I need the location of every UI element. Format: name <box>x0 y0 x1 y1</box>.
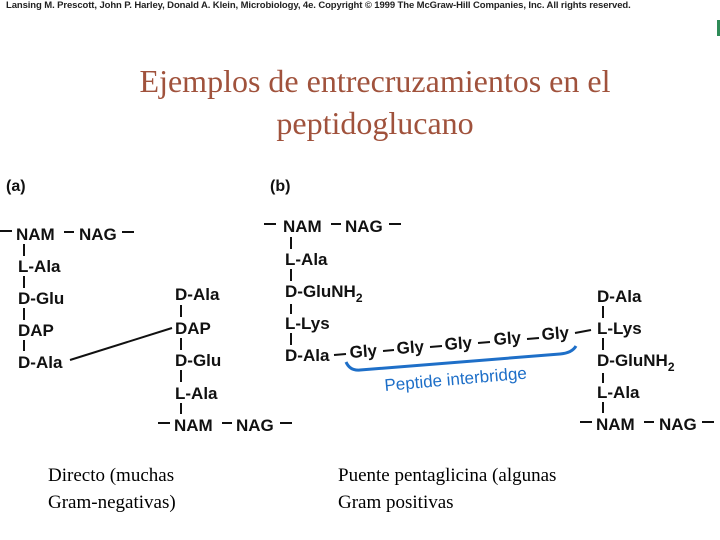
bridge-gly-3: Gly <box>443 333 473 354</box>
panel-b-right-res3 <box>597 351 675 374</box>
panel-a-right-nag: NAG <box>236 416 274 435</box>
slide-title <box>60 60 690 144</box>
caption-direct-line-2: Gram-negativas) <box>48 492 176 513</box>
bridge-gly-2: Gly <box>395 337 425 358</box>
bridge-gly-1: Gly <box>348 341 378 362</box>
caption-pentaglycine <box>338 462 556 516</box>
panel-b-left-res2-text: D-GluNH <box>285 282 356 301</box>
panel-a-left-res1: L-Ala <box>18 257 61 276</box>
caption-direct <box>48 462 176 516</box>
panel-b-left-res2 <box>285 282 363 305</box>
copyright-notice: Lansing M. Prescott, John P. Harley, Donald A. Klein, Microbiology, 4e. Copyright © 1999 The McGraw-Hill Companies, Inc. All rights reserved. <box>6 0 631 11</box>
slide-title-line-1: Ejemplos de entrecruzamientos en el <box>139 63 611 99</box>
panel-b-right-res3-subscript: 2 <box>667 360 675 374</box>
panel-a-label: (a) <box>6 178 26 195</box>
panel-b-right-nam: NAM <box>596 415 635 434</box>
bridge-gly-4: Gly <box>492 328 522 349</box>
panel-a-right-res3: D-Glu <box>175 351 222 370</box>
panel-b-left-res1: L-Ala <box>285 250 328 269</box>
panel-a-right-nam: NAM <box>174 416 213 435</box>
caption-direct-line-1: Directo (muchas <box>48 465 175 486</box>
panel-a-left-res4: D-Ala <box>18 353 63 372</box>
slide-title-line-2: peptidoglucano <box>276 105 474 141</box>
panel-a-right-res4: L-Ala <box>175 384 218 403</box>
panel-a-left-res2: D-Glu <box>18 289 65 308</box>
panel-b-right-nag: NAG <box>659 415 697 434</box>
panel-b-label: (b) <box>270 178 291 195</box>
panel-b-left-res2-subscript: 2 <box>355 291 363 305</box>
panel-b-left-nam: NAM <box>283 217 322 236</box>
panel-b-right-res1: D-Ala <box>597 287 642 306</box>
panel-b-left-nag: NAG <box>345 217 383 236</box>
panel-a-left-res3: DAP <box>18 321 54 340</box>
bridge-gly-5: Gly <box>540 323 570 344</box>
panel-b-left-res4: D-Ala <box>285 346 330 365</box>
panel-a-right-res1: D-Ala <box>175 285 220 304</box>
panel-b-right-res3-text: D-GluNH <box>597 351 668 370</box>
panel-b-right-res4: L-Ala <box>597 383 640 402</box>
panel-a-right-res2: DAP <box>175 319 211 338</box>
panel-b-left-res3: L-Lys <box>285 314 330 333</box>
panel-b-right-res2: L-Lys <box>597 319 642 338</box>
panel-a-left-nag: NAG <box>79 225 117 244</box>
interbridge-label: Peptide interbridge <box>383 363 528 395</box>
caption-pentaglycine-line-1: Puente pentaglicina (algunas <box>338 465 557 486</box>
panel-a-left-nam: NAM <box>16 225 55 244</box>
peptidoglycan-crosslink-diagram <box>0 170 720 445</box>
direct-crosslink-bond <box>70 328 172 360</box>
caption-pentaglycine-line-2: Gram positivas <box>338 492 454 513</box>
